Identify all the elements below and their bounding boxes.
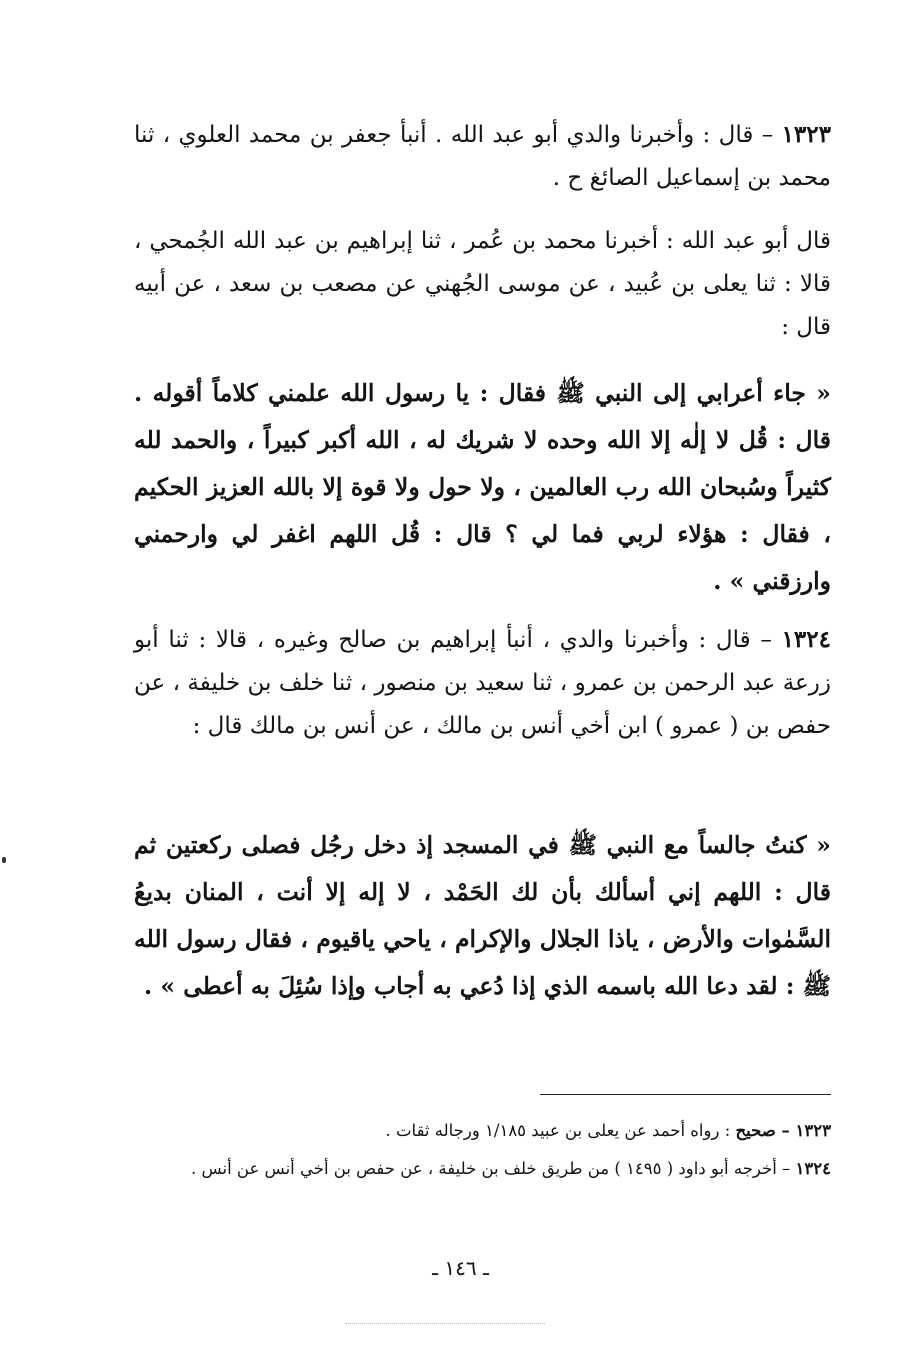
hadith-number: ١٣٢٣ [781, 121, 831, 148]
hadith-1324-matn [134, 822, 831, 1010]
isnad-text: قال أبو عبد الله : أخبرنا محمد بن عُمر ، ثنا إبراهيم بن عبد الله الجُمحي ، قالا : ثنا يعلى بن عُبيد ، عن موسى الجُهني عن مصعب بن سعد ، عن أبيه قال : [134, 228, 831, 340]
footnote-grade: – صحيح [735, 1121, 796, 1140]
footnote-text: – أخرجه أبو داود ( ١٤٩٥ ) من طريق خلف بن خليفة ، عن حفص بن أخي أنس عن أنس . [190, 1159, 796, 1178]
scan-artifact [345, 1323, 545, 1324]
isnad-text: – قال : وأخبرنا والدي ، أنبأ إبراهيم بن صالح وغيره ، قالا : ثنا أبو زرعة عبد الرحمن بن عمرو ، ثنا سعيد بن منصور ، ثنا خلف بن خليفة ، عن حفص بن ( عمرو ) ابن أخي أنس بن مالك ، عن أنس بن مالك قال : [134, 627, 831, 739]
hadith-1324-isnad [134, 618, 831, 748]
footnote-1323 [131, 1113, 831, 1149]
hadith-1323-matn [134, 370, 831, 605]
isnad-text: – قال : وأخبرنا والدي أبو عبد الله . أنبأ جعفر بن محمد العلوي ، ثنا محمد بن إسماعيل الصائغ ح . [134, 122, 831, 191]
hadith-number: ١٣٢٤ [781, 626, 831, 653]
hadith-1323-isnad-2 [134, 220, 831, 349]
matn-text: « جاء أعرابي إلى النبي ﷺ فقال : يا رسول الله علمني كلاماً أقوله . قال : قُل لا إلٰه إلا الله وحده لا شريك له ، الله أكبر كبيراً ، والحمد لله كثيراً وسُبحان الله رب العالمين ، ولا حول ولا قوة إلا بالله العزيز الحكيم ، فقال : هؤلاء لربي فما لي ؟ قال : قُل اللهم اغفر لي وارحمني وارزقني » . [134, 379, 831, 595]
page-number: ـ ١٤٦ ـ [432, 1256, 489, 1280]
footnote-divider [540, 1094, 831, 1095]
footnote-number: ١٣٢٤ [795, 1159, 831, 1178]
footnote-text: : رواه أحمد عن يعلى بن عبيد ١/١٨٥ ورجاله ثقات . [385, 1121, 736, 1140]
hadith-1323-isnad-1 [134, 113, 831, 200]
matn-text: « كنتُ جالساً مع النبي ﷺ في المسجد إذ دخل رجُل فصلى ركعتين ثم قال : اللهم إني أسألك بأن لك الحَمْد ، لا إله إلا أنت ، المنان بديعُ السَّمٰوات والأرض ، ياذا الجلال والإكرام ، ياحي ياقيوم ، فقال رسول الله ﷺ : لقد دعا الله باسمه الذي إذا دُعي به أجاب وإذا سُئِلَ به أعطى » . [134, 831, 831, 1000]
footnote-1324 [131, 1151, 831, 1187]
scan-artifact [2, 857, 6, 863]
footnote-number: ١٣٢٣ [795, 1121, 831, 1140]
